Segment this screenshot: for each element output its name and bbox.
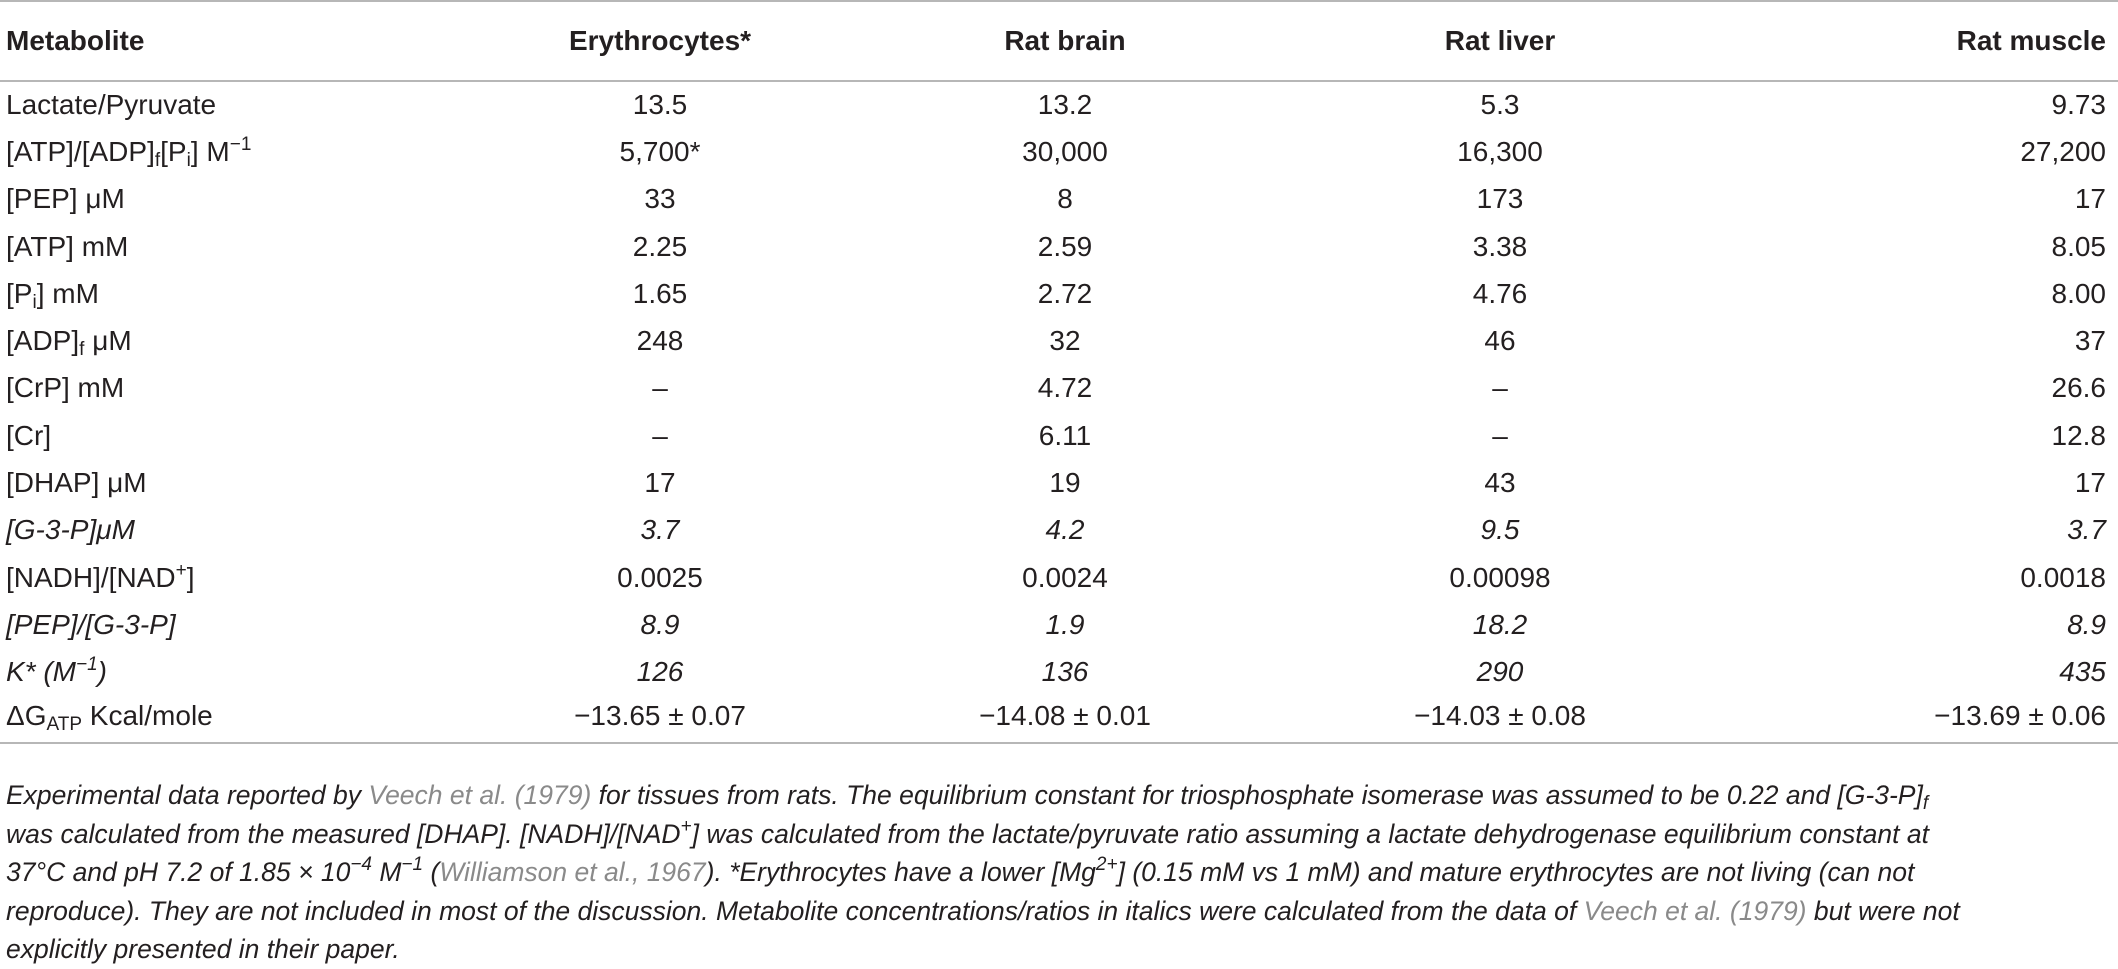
cell: 290 [1476,656,1524,688]
footnote-text: but were not [1806,895,1960,926]
cell: 2.72 [1037,277,1093,309]
footnote-superscript: −4 [350,854,372,875]
cell: 43 [1484,467,1516,499]
row-label: [PEP]/[G-3-P] [6,608,176,640]
cell: 16,300 [1457,135,1543,167]
header-rat-muscle: Rat muscle [1730,1,2118,81]
cell: – [1492,419,1508,451]
label-superscript: −1 [76,654,98,676]
cell: 19 [1049,467,1081,499]
cell: – [652,372,668,404]
cell: 4.76 [1472,277,1528,309]
cell: −13.65 ± 0.07 [460,696,860,743]
cell: 8.9 [640,608,680,640]
cell: −13.69 ± 0.06 [1730,696,2118,743]
footnote-text: reproduce). They are not included in most of the discussion. Metabolite concentrations/ratios in italics were calculated from the data of [6,895,1584,926]
cell: 9.5 [1480,514,1520,546]
cell: 18.2 [1472,608,1528,640]
label-text: Kcal/mole [82,700,213,731]
cell: 8.00 [2051,277,2106,309]
footnote-line [6,815,2106,854]
row-label [0,554,460,601]
cell: – [652,419,668,451]
footnote-line [6,892,2106,931]
footnote-line [6,930,2106,969]
footnote-superscript: 2+ [1095,854,1118,875]
cell: 12.8 [2051,419,2106,451]
row-label [0,270,460,317]
header-metabolite: Metabolite [0,1,460,81]
label-text: ] M [190,135,230,167]
row-label: [PEP] μM [6,183,125,215]
cell: 0.0025 [617,561,703,593]
cell: 8 [1057,183,1073,215]
cell: 1.65 [632,277,688,309]
cell: 136 [1041,656,1089,688]
row-label: [Cr] [6,419,52,451]
footnote-subscript: f [1922,793,1929,814]
label-superscript: + [175,559,187,581]
table-row [0,270,2118,317]
footnote-superscript: + [680,815,692,837]
cell: 173 [1476,183,1524,215]
cell: 8.9 [2067,608,2106,640]
cell: 33 [644,183,676,215]
footnote-superscript: −1 [401,854,424,875]
cell: 248 [636,325,684,357]
cell: – [1492,372,1508,404]
footnote-text: ). *Erythrocytes have a lower [Mg [705,857,1096,887]
cell: −14.08 ± 0.01 [860,696,1270,743]
label-subscript: f [79,339,85,361]
row-label [0,696,460,743]
cell: 5,700* [619,135,701,167]
label-text: [P [160,135,187,167]
cell: 26.6 [2051,372,2106,404]
cell: 32 [1049,325,1081,357]
table-row [0,81,2118,128]
label-subscript: i [32,291,37,313]
cell: 46 [1484,325,1516,357]
cell: 0.0018 [2020,561,2106,593]
label-text: [ADP] [6,325,80,357]
cell: 435 [2059,656,2106,688]
table-row [0,223,2118,270]
cell: 6.11 [1038,419,1092,451]
label-text: μM [84,325,132,357]
footnote-text: ] was calculated from the lactate/pyruvate ratio assuming a lactate dehydrogenase equilibrium constant at [691,818,1929,849]
header-erythrocytes: Erythrocytes* [460,1,860,81]
table-row [0,128,2118,175]
header-rat-brain: Rat brain [860,1,1270,81]
cell: 17 [2074,467,2106,499]
cell: 2.25 [632,230,688,262]
table-row [0,365,2118,412]
cell: 17 [2074,183,2106,215]
footnote-line [6,776,2106,815]
cell: 13.5 [632,89,688,121]
cell: 3.7 [2067,514,2106,546]
cell: 3.7 [640,514,680,546]
footnote-text: explicitly presented in their paper. [6,934,400,964]
header-rat-liver: Rat liver [1270,1,1730,81]
label-text: [P [6,277,33,309]
table-row [0,554,2118,601]
label-text: ] [186,561,195,593]
row-label [0,128,460,175]
footnote-line [6,853,2106,892]
label-text: [ATP]/[ADP] [6,135,155,167]
cell: 1.9 [1045,608,1085,640]
footnote-text: for tissues from rats. The equilibrium constant for triosphosphate isomerase was assumed to be 0.22 and [G-3-P] [591,780,1923,810]
table-row [0,317,2118,364]
cell: 126 [636,656,684,688]
table-row [0,507,2118,554]
cell: 9.73 [2051,89,2106,121]
label-text: ] mM [36,277,99,309]
footnote-text: ( [423,857,440,887]
cell: 5.3 [1480,89,1520,121]
cell: −14.03 ± 0.08 [1270,696,1730,743]
label-subscript: ATP [46,714,83,735]
cell: 13.2 [1037,89,1093,121]
cell: 3.38 [1472,230,1528,262]
cell: 8.05 [2051,230,2106,262]
citation-link[interactable]: Williamson et al., 1967 [439,857,706,887]
row-label: [CrP] mM [6,372,125,404]
cell: 4.72 [1037,372,1093,404]
cell: 27,200 [2020,135,2106,167]
footnote-text: was calculated from the measured [DHAP]. [NADH]/[NAD [6,818,681,849]
table-row [0,696,2118,743]
label-text: ΔG [6,700,47,731]
header-row [0,1,2118,81]
table-row [0,412,2118,459]
footnote-text: ] (0.15 mM vs 1 mM) and mature erythrocytes are not living (can not [1117,857,1915,887]
cell: 30,000 [1022,135,1108,167]
label-subscript: f [154,149,161,171]
footnote-text: Experimental data reported by [6,780,369,810]
row-label: Lactate/Pyruvate [6,89,217,121]
cell: 4.2 [1045,514,1085,546]
label-superscript: −1 [229,133,252,155]
cell: 37 [2074,325,2106,357]
table-row [0,649,2118,696]
footnote-text: 37°C and pH 7.2 of 1.85 × 10 [6,857,351,887]
row-label [0,649,460,696]
row-label [0,317,460,364]
label-text: ) [97,656,107,688]
citation-link[interactable]: Veech et al. (1979) [1583,895,1807,926]
row-label: [DHAP] μM [6,467,147,499]
label-text: K* (M [6,656,76,688]
cell: 0.00098 [1449,561,1551,593]
cell: 0.0024 [1022,561,1108,593]
row-label: [G-3-P]μM [6,514,135,546]
citation-link[interactable]: Veech et al. (1979) [368,780,592,810]
footnote-text: M [371,857,402,887]
table-row [0,601,2118,648]
table-row [0,176,2118,223]
cell: 2.59 [1037,230,1093,262]
label-subscript: i [186,149,191,171]
table-footnote [6,776,2106,969]
table-row [0,459,2118,506]
cell: 17 [644,467,676,499]
row-label: [ATP] mM [6,230,129,262]
label-text: [NADH]/[NAD [6,561,176,593]
